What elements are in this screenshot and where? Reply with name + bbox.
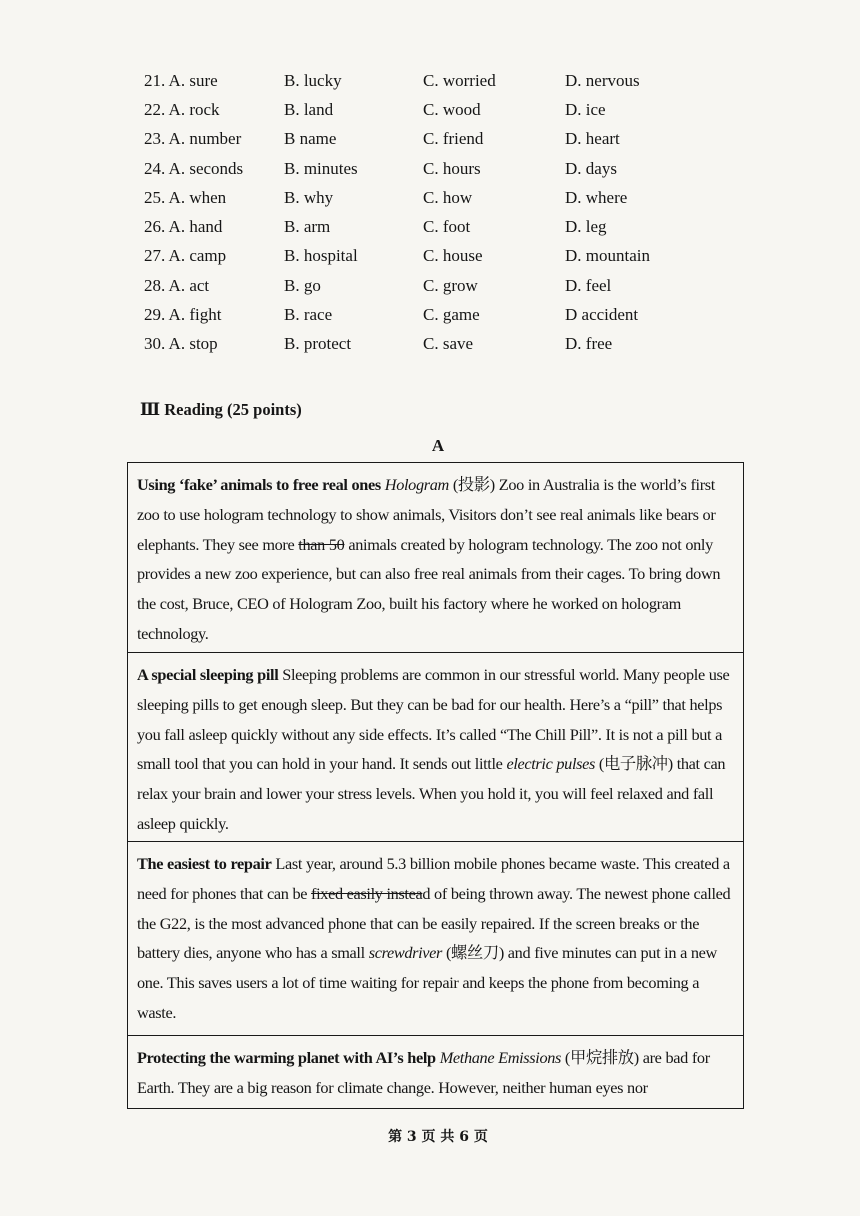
page-number: 第 3 页 共 6 页 <box>388 1129 488 1145</box>
passage-heading: The easiest to repair <box>137 854 272 873</box>
option-d: D. free <box>565 334 613 354</box>
passage-heading: Protecting the warming planet with AI’s help <box>137 1048 436 1067</box>
option-c: C. how <box>423 187 473 207</box>
passage-text: animals created by hologram technology. The zoo not only provides a new zoo experience, but can also free real animals from their cages. To bring down the cost, Bruce, CEO of Hologram Zoo, built his factory where he worked on hologram technology. <box>137 534 721 643</box>
option-d: D. heart <box>565 129 620 149</box>
passage-ai-methane <box>128 1036 743 1109</box>
section-title: Ⅲ Reading (25 points) <box>140 400 302 419</box>
option-d: D. leg <box>565 217 607 237</box>
passage-text: (甲烷排放) are bad for Earth. They are a big reason for climate change. However, neither human eyes nor <box>137 1048 710 1097</box>
option-c: C. worried <box>423 70 496 90</box>
passage-text: (螺丝刀) and five minutes can put in a new one. This saves users a lot of time waiting for repair and keeps the phone from becoming a waste. <box>137 943 717 1022</box>
struck-text: than 50 <box>298 534 345 554</box>
option-c: C. game <box>423 305 480 325</box>
passage-heading: Using ‘fake’ animals to free real ones <box>137 475 381 494</box>
passage-text: (电子脉冲) that can relax your brain and lower your stress levels. When you hold it, you will feel relaxed and fall asleep quickly. <box>137 754 726 833</box>
option-b: B. race <box>284 305 333 325</box>
option-row <box>144 66 704 95</box>
option-b: B. why <box>284 187 334 207</box>
option-row <box>144 154 704 183</box>
option-b: B. hospital <box>284 246 358 266</box>
option-a: 22. A. rock <box>144 99 220 119</box>
option-row <box>144 183 704 212</box>
multiple-choice-options <box>144 66 704 359</box>
passage-term: Methane Emissions <box>439 1048 562 1067</box>
option-b: B. land <box>284 99 334 119</box>
option-d: D. days <box>565 158 617 178</box>
option-b: B. minutes <box>284 158 358 178</box>
option-a: 28. A. act <box>144 275 210 295</box>
option-d: D. where <box>565 187 628 207</box>
option-a: 29. A. fight <box>144 305 222 325</box>
option-row <box>144 95 704 124</box>
option-b: B. go <box>284 275 321 295</box>
option-c: C. grow <box>423 275 478 295</box>
option-c: C. foot <box>423 217 471 237</box>
option-c: C. house <box>423 246 483 266</box>
option-a: 27. A. camp <box>144 246 227 266</box>
passage-sleeping-pill <box>128 653 743 842</box>
passage-term: electric pulses <box>506 754 595 774</box>
passage-text: Last year, around 5.3 billion mobile phones became waste. This created a need for phones that can be <box>137 854 730 903</box>
option-a: 24. A. seconds <box>144 158 244 178</box>
passage-text: Sleeping problems are common in our stressful world. Many people use sleeping pills to get enough sleep. But they can be bad for our health. Here’s a “pill” that helps you fall asleep quickly without any side effects. It’s called “The Chill Pill”. It is not a pill but a small tool that you can hold in your hand. It sends out little <box>137 665 730 774</box>
option-b: B name <box>284 129 337 149</box>
option-row <box>144 271 704 300</box>
option-a: 26. A. hand <box>144 217 223 237</box>
option-d: D. mountain <box>565 246 650 266</box>
option-d: D. nervous <box>565 70 640 90</box>
option-b: B. protect <box>284 334 352 354</box>
option-c: C. wood <box>423 99 481 119</box>
option-a: 23. A. number <box>144 129 242 149</box>
passage-easiest-repair <box>128 842 743 1036</box>
option-a: 21. A. sure <box>144 70 218 90</box>
option-c: C. save <box>423 334 474 354</box>
option-a: 25. A. when <box>144 187 227 207</box>
passage-text: d of being thrown away. The newest phone called the G22, is the most advanced phone that can be easily repaired. If the screen breaks or the battery dies, anyone who has a small <box>137 883 731 963</box>
option-c: C. hours <box>423 158 481 178</box>
option-d: D. feel <box>565 275 612 295</box>
passage-hologram-zoo <box>128 463 743 653</box>
option-d: D. ice <box>565 99 606 119</box>
option-b: B. lucky <box>284 70 342 90</box>
option-row <box>144 330 704 359</box>
passage-term: Hologram <box>384 475 449 494</box>
struck-text: fixed easily instea <box>311 883 423 903</box>
option-c: C. friend <box>423 129 484 149</box>
option-row <box>144 300 704 329</box>
option-b: B. arm <box>284 217 331 237</box>
option-row <box>144 125 704 154</box>
passage-heading: A special sleeping pill <box>137 665 279 684</box>
passage-term: screwdriver <box>368 943 443 963</box>
option-a: 30. A. stop <box>144 334 218 354</box>
passage-text: (投影) Zoo in Australia is the world’s first zoo to use hologram technology to show animals, Visitors don’t see real animals like bears or elephants. They see more <box>137 475 716 554</box>
option-row <box>144 242 704 271</box>
part-label: A <box>431 436 445 455</box>
option-row <box>144 212 704 241</box>
option-d: D accident <box>565 305 639 325</box>
reading-passages-box <box>127 462 744 1109</box>
